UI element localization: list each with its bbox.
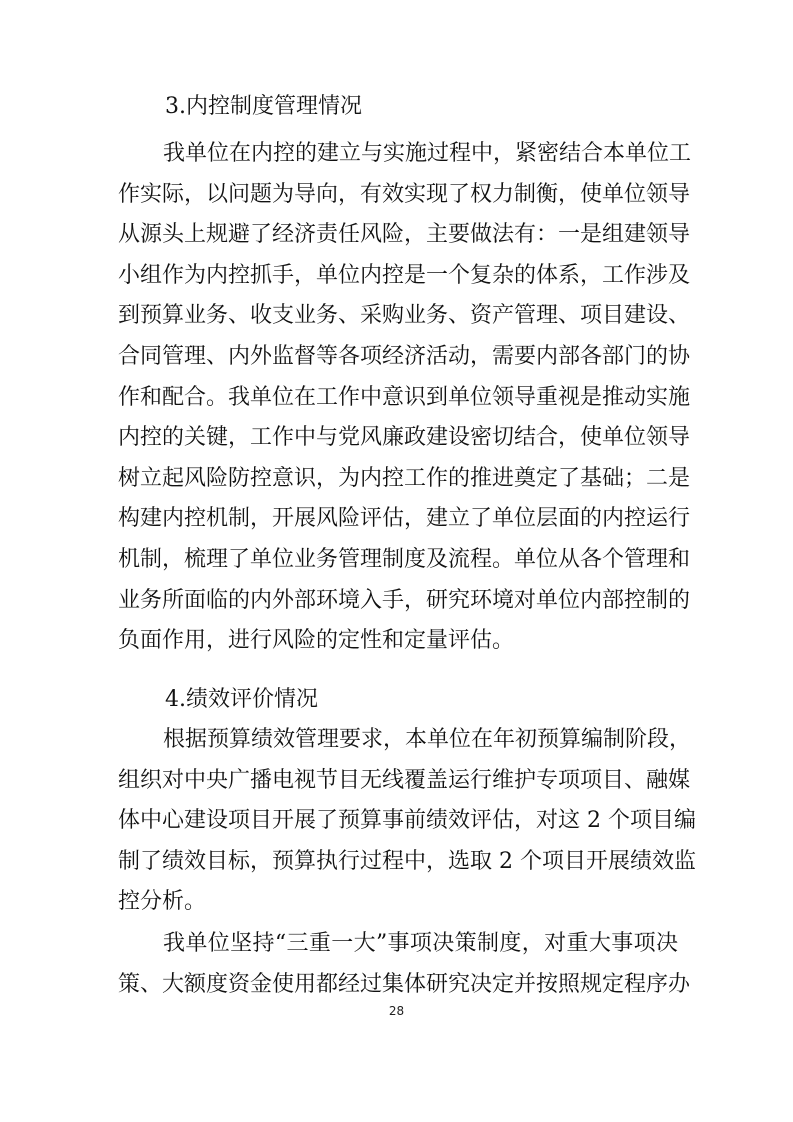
paragraph-line: 体中心建设项目开展了预算事前绩效评估，对这 2 个项目编 [118, 808, 696, 834]
paragraph-line: 树立起风险防控意识，为内控工作的推进奠定了基础；二是 [118, 465, 691, 491]
paragraph-line: 控分析。 [118, 889, 207, 915]
paragraph-line: 小组作为内控抓手，单位内控是一个复杂的体系，工作涉及 [118, 262, 691, 288]
paragraph-line: 我单位坚持“三重一大”事项决策制度，对重大事项决 [163, 931, 678, 956]
paragraph-line: 策、大额度资金使用都经过集体研究决定并按照规定程序办 [118, 971, 691, 997]
paragraph-line: 组织对中央广播电视节目无线覆盖运行维护专项项目、融媒 [118, 767, 691, 793]
paragraph-line: 从源头上规避了经济责任风险，主要做法有：一是组建领导 [118, 222, 691, 248]
paragraph-line: 负面作用，进行风险的定性和定量评估。 [118, 628, 515, 654]
paragraph-line: 构建内控机制，开展风险评估，建立了单位层面的内控运行 [118, 506, 691, 532]
paragraph-line: 我单位在内控的建立与实施过程中，紧密结合本单位工 [163, 141, 692, 166]
paragraph-performance [118, 720, 696, 923]
paragraph-line: 作和配合。我单位在工作中意识到单位领导重视是推动实施 [118, 384, 691, 410]
section-heading-performance: 4.绩效评价情况 [165, 687, 318, 712]
paragraph-decision-making [118, 924, 691, 1005]
paragraph-line: 到预算业务、收支业务、采购业务、资产管理、项目建设、 [118, 303, 691, 329]
paragraph-line: 作实际，以问题为导向，有效实现了权力制衡，使单位领导 [118, 181, 691, 207]
paragraph-line: 业务所面临的内外部环境入手，研究环境对单位内部控制的 [118, 587, 691, 613]
paragraph-line: 内控的关键，工作中与党风廉政建设密切结合，使单位领导 [118, 425, 691, 451]
paragraph-line: 机制，梳理了单位业务管理制度及流程。单位从各个管理和 [118, 546, 691, 572]
page-number: 28 [388, 1004, 405, 1018]
paragraph-line: 制了绩效目标，预算执行过程中，选取 2 个项目开展绩效监 [118, 848, 696, 874]
paragraph-line: 合同管理、内外监督等各项经济活动，需要内部各部门的协 [118, 343, 691, 369]
paragraph-line: 根据预算绩效管理要求，本单位在年初预算编制阶段， [163, 727, 692, 752]
section-heading-internal-control: 3.内控制度管理情况 [165, 94, 362, 119]
paragraph-internal-control [118, 134, 692, 662]
